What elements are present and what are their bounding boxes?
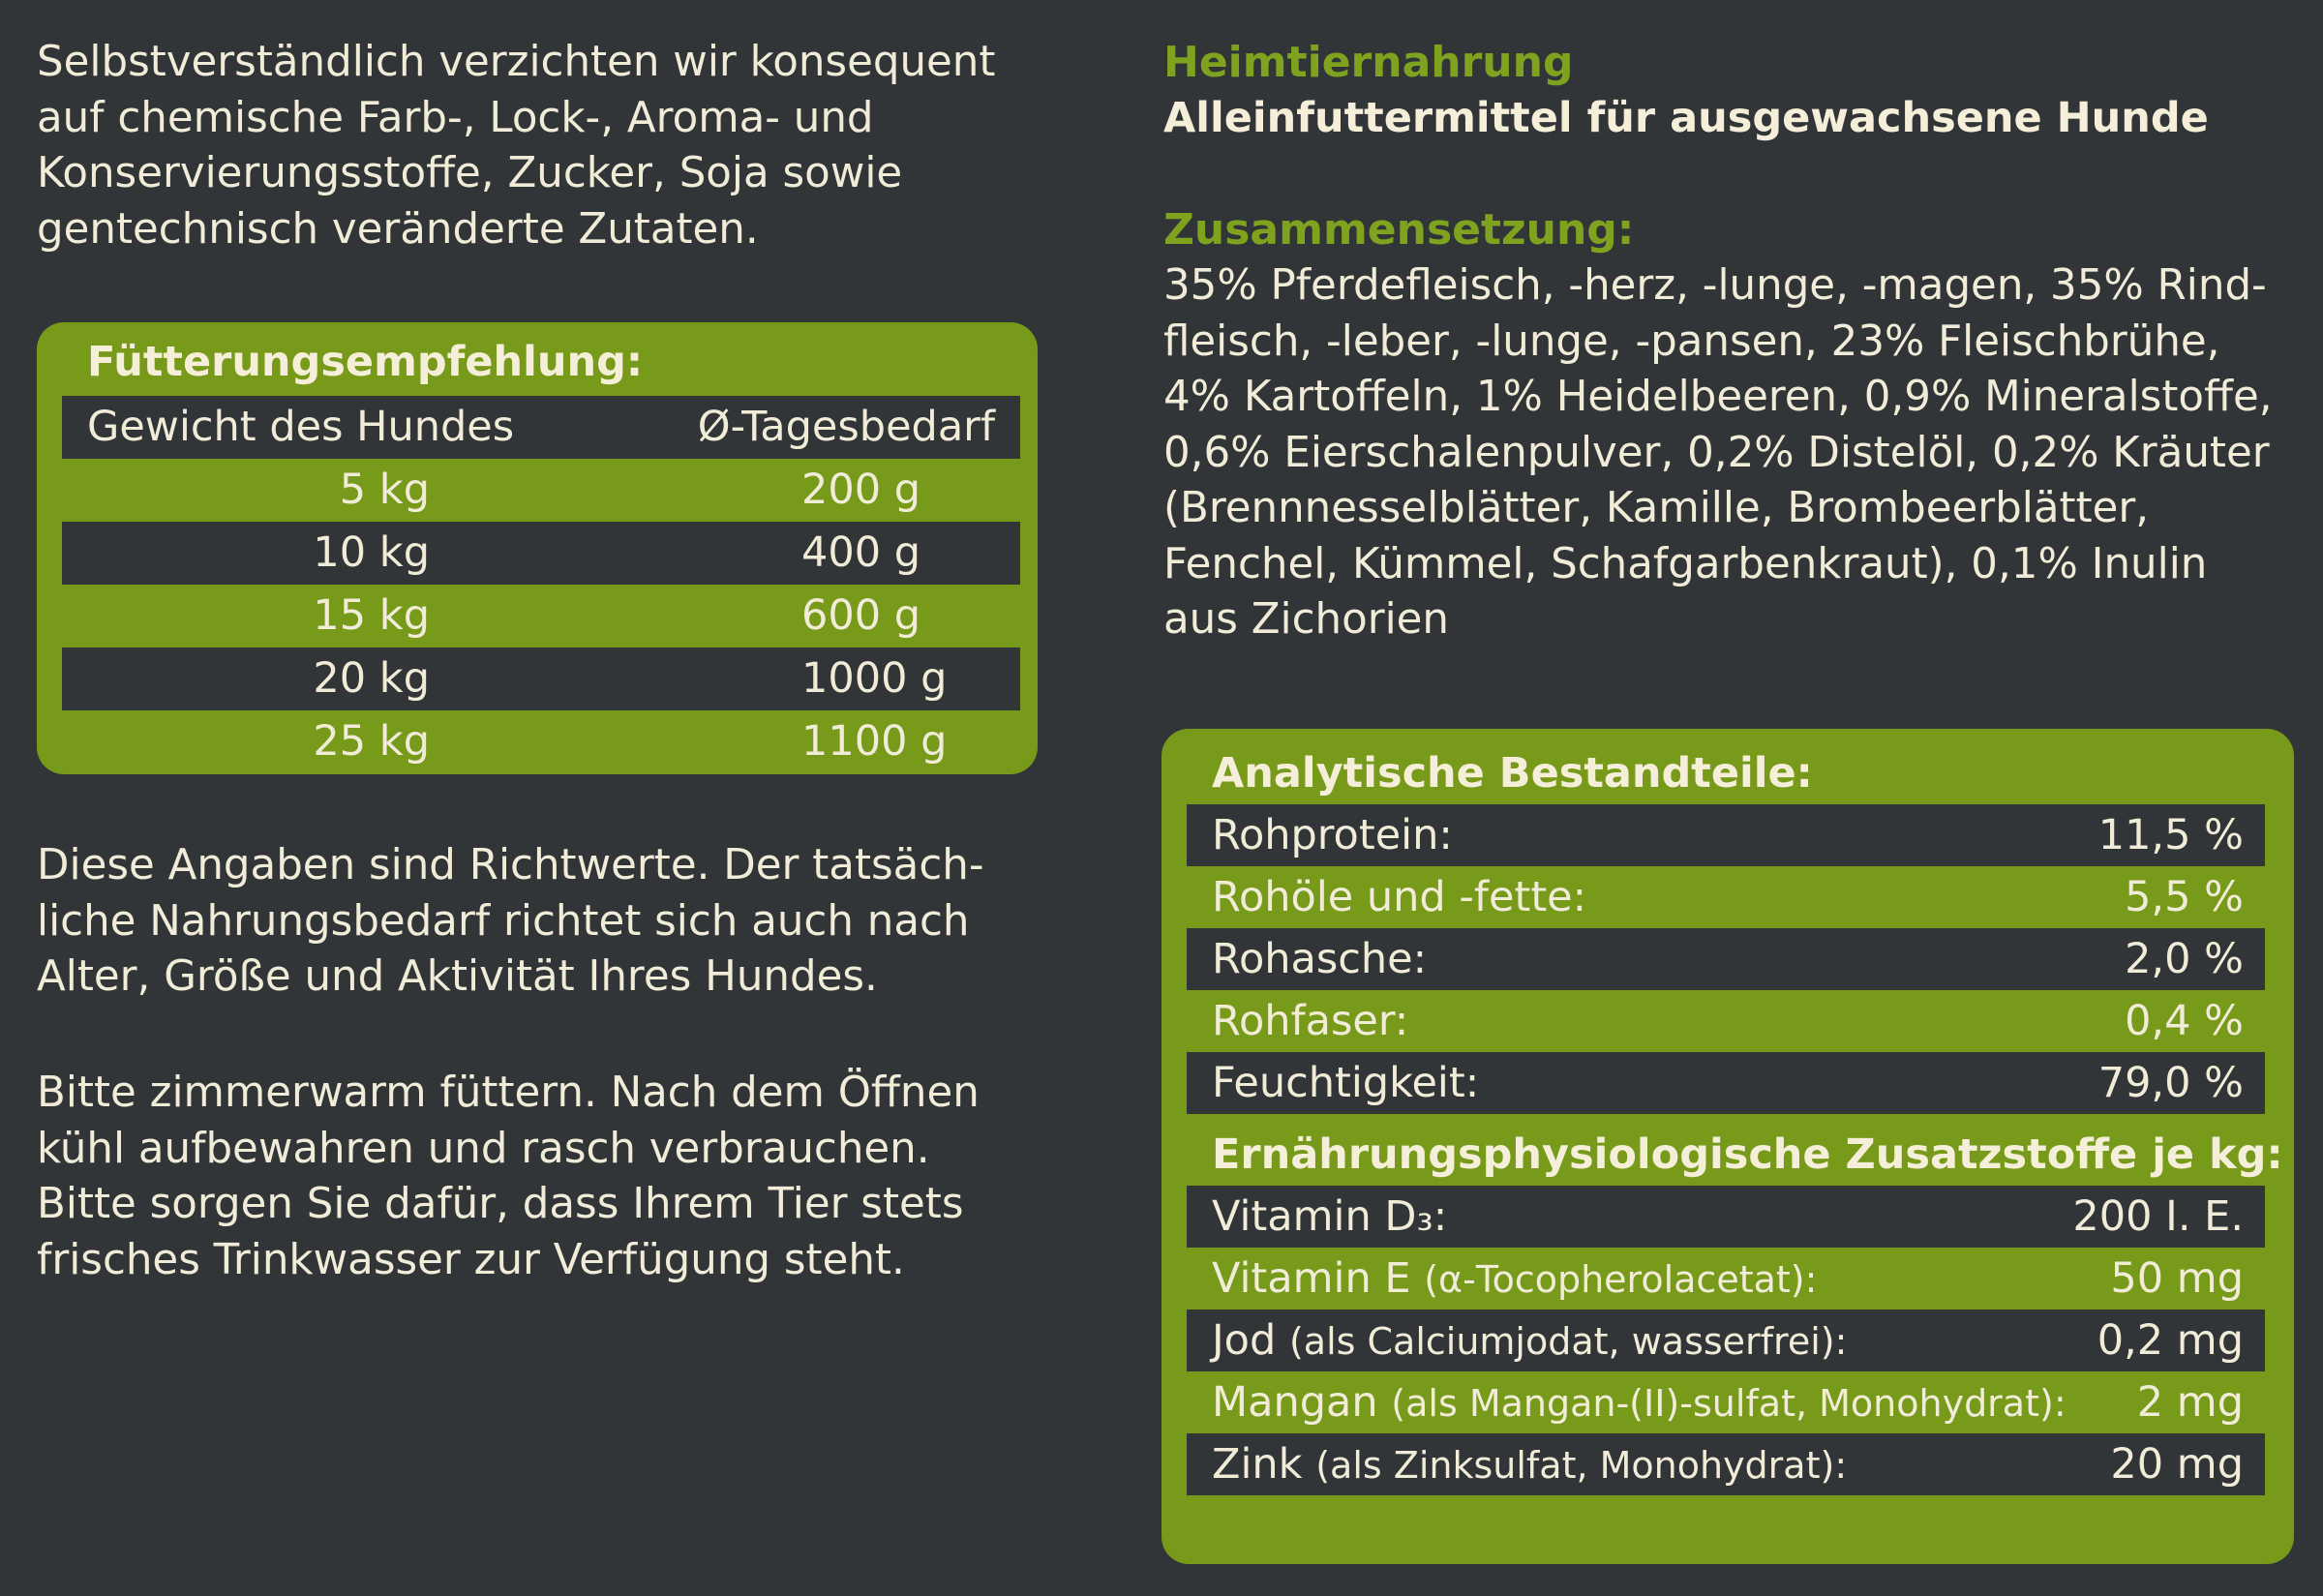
additive-row: [1187, 1186, 2265, 1248]
analysis-row: [1187, 804, 2265, 866]
additive-name: Jod: [1212, 1316, 1289, 1365]
feeding-recommendation-box: [37, 322, 1038, 774]
feeding-row: [62, 710, 1020, 773]
feeding-weight: 25 kg: [313, 717, 430, 766]
additive-row: [1187, 1248, 2265, 1310]
analysis-label: Rohprotein:: [1212, 811, 1453, 859]
additive-value: 2 mg: [2136, 1378, 2244, 1427]
additive-value: 50 mg: [2110, 1254, 2244, 1303]
analysis-box: [1162, 729, 2294, 1564]
composition-text: 35% Pferdefleisch, -herz, -lunge, -magen, 35% Rind- fleisch, -leber, -lunge, -pansen, 23% Fleischbrühe, 4% Kartoffeln, 1% Heidelbeeren, 0,9% Mineralstoffe, 0,6% Eierschalenpulver, 0,2% Distelöl, 0,2% Kräuter (Brennnesselblätter, Kamille, Brombeerblätter, Fenchel, Kümmel, Schafgarbenkraut), 0,1% Inulin aus Zichorien: [1163, 261, 2273, 644]
analysis-label: Feuchtigkeit:: [1212, 1059, 1480, 1107]
additive-detail: (als Mangan-(II)-sulfat, Monohydrat):: [1391, 1382, 2067, 1425]
feeding-amount: 200 g: [801, 466, 921, 514]
additive-row: [1187, 1433, 2265, 1495]
additive-label: [1212, 1186, 1447, 1249]
additive-detail: (als Calciumjodat, wasserfrei):: [1288, 1320, 1848, 1363]
analysis-label: Rohfaser:: [1212, 997, 1409, 1045]
feeding-weight: 5 kg: [339, 466, 430, 514]
feeding-weight: 20 kg: [313, 654, 430, 703]
guidance-note: Diese Angaben sind Richtwerte. Der tatsäch- liche Nahrungsbedarf richtet sich auch nach Alter, Größe und Aktivität Ihres Hundes.: [37, 841, 984, 1001]
feeding-table-header: [62, 396, 1020, 459]
analysis-title: Analytische Bestandteile:: [1212, 749, 1813, 798]
storage-note: Bitte zimmerwarm füttern. Nach dem Öffnen kühl aufbewahren und rasch verbrauchen. Bitte sorgen Sie dafür, dass Ihrem Tier stets frisches Trinkwasser zur Verfügung steht.: [37, 1069, 980, 1284]
additive-detail: (als Zinksulfat, Monohydrat):: [1315, 1444, 1848, 1487]
additives-title: Ernährungsphysiologische Zusatzstoffe je kg:: [1212, 1130, 2283, 1179]
feeding-row: [62, 647, 1020, 710]
additive-name: Zink: [1212, 1440, 1316, 1489]
additive-name: Vitamin E: [1212, 1254, 1425, 1303]
analysis-row: [1187, 866, 2265, 928]
feeding-amount: 1100 g: [801, 717, 948, 766]
intro-paragraph: Selbstverständlich verzichten wir konsequent auf chemische Farb-, Lock-, Aroma- und Konservierungsstoffe, Zucker, Soja sowie gentechnisch veränderte Zutaten.: [37, 38, 996, 254]
analysis-value: 79,0 %: [2097, 1059, 2244, 1107]
additive-label: [1212, 1371, 2067, 1434]
additive-label: [1212, 1433, 1847, 1496]
additive-row: [1187, 1310, 2265, 1371]
feeding-amount: 600 g: [801, 591, 921, 640]
feeding-row: [62, 585, 1020, 647]
feeding-title: Fütterungsempfehlung:: [87, 338, 644, 386]
feeding-amount: 1000 g: [801, 654, 948, 703]
analysis-value: 0,4 %: [2125, 997, 2244, 1045]
composition-heading: Zusammensetzung:: [1163, 205, 1635, 255]
additive-name: Vitamin D₃:: [1212, 1192, 1448, 1241]
feeding-amount: 400 g: [801, 528, 921, 577]
additive-row: [1187, 1371, 2265, 1433]
analysis-row: [1187, 1052, 2265, 1114]
additive-name: Mangan: [1212, 1378, 1392, 1427]
additive-value: 20 mg: [2110, 1440, 2244, 1489]
feeding-row: [62, 522, 1020, 585]
analysis-value: 11,5 %: [2097, 811, 2244, 859]
analysis-label: Rohöle und -fette:: [1212, 873, 1587, 921]
analysis-value: 5,5 %: [2125, 873, 2244, 921]
product-category: Heimtiernahrung: [1163, 38, 1574, 87]
feeding-weight: 15 kg: [313, 591, 430, 640]
analysis-row: [1187, 928, 2265, 990]
analysis-label: Rohasche:: [1212, 935, 1428, 983]
additive-detail: (α-Tocopherolacetat):: [1424, 1258, 1818, 1301]
header-daily-need: Ø-Tagesbedarf: [697, 403, 995, 451]
analysis-value: 2,0 %: [2125, 935, 2244, 983]
additive-label: [1212, 1248, 1817, 1310]
product-description: Alleinfuttermittel für ausgewachsene Hunde: [1163, 94, 2209, 142]
additive-label: [1212, 1310, 1847, 1372]
additive-value: 200 I. E.: [2072, 1192, 2244, 1241]
feeding-weight: 10 kg: [313, 528, 430, 577]
additive-value: 0,2 mg: [2097, 1316, 2244, 1365]
feeding-row: [62, 459, 1020, 522]
analysis-row: [1187, 990, 2265, 1052]
header-dog-weight: Gewicht des Hundes: [87, 403, 515, 451]
